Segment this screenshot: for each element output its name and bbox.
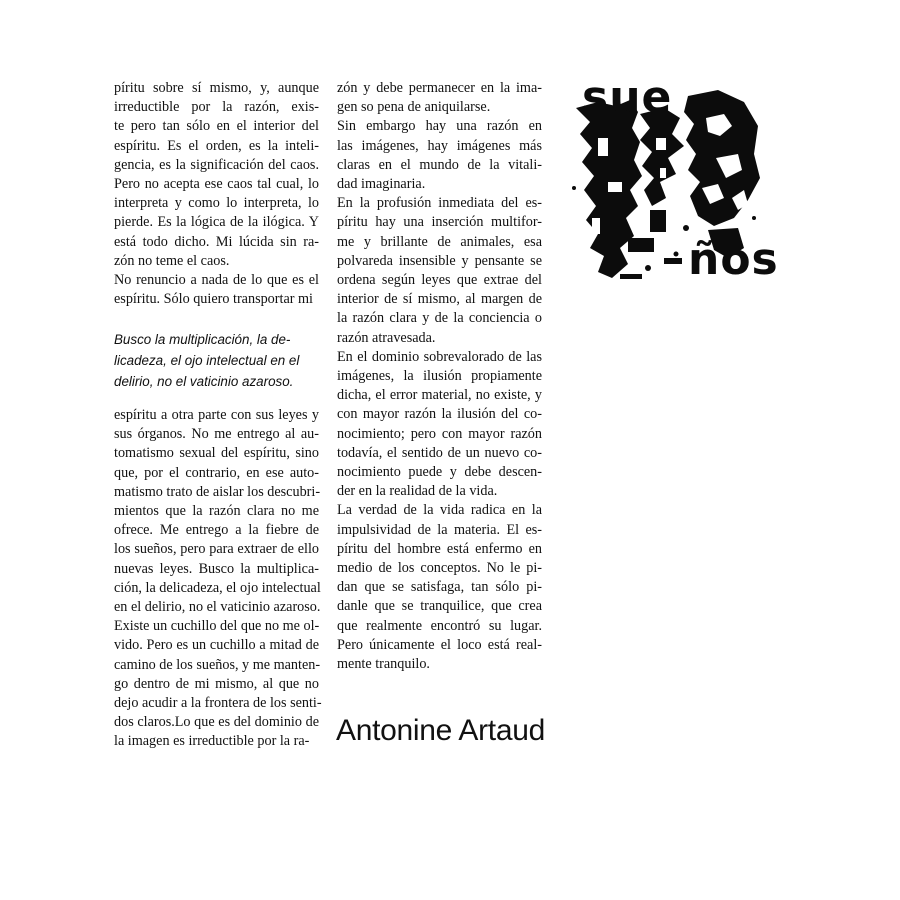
text-line: der en la realidad de la vida.	[337, 483, 498, 500]
text-line: No renuncio a nada de lo que es el	[114, 272, 319, 289]
pull-quote-line: delirio, no el vaticinio azaroso.	[114, 374, 294, 389]
text-line: imágenes, la ilusión propiamente	[337, 368, 542, 385]
text-line: te pero tan sólo en el interior del	[114, 118, 319, 135]
text-line: que, por el contrario, en ese auto-	[114, 464, 319, 481]
text-line: gen so pena de aniquilarse.	[337, 99, 491, 116]
text-line: zón no teme el caos.	[114, 252, 230, 269]
text-line: está todo dicho. Mi lúcida sin ra-	[114, 233, 319, 250]
text-line: La verdad de la vida radica en la	[337, 502, 542, 519]
text-line: espíritu. Es el orden, es la inteli-	[114, 137, 319, 154]
text-line: la imagen es irreductible por la ra-	[114, 733, 310, 750]
text-line: dejo acudir a la frontera de los senti-	[114, 695, 322, 712]
text-line: nocimiento; pero con mayor razón	[337, 425, 542, 442]
text-line: con mayor razón la ilusión del co-	[337, 406, 542, 423]
text-line: En el dominio sobrevalorado de las	[337, 348, 542, 365]
text-line: zón y debe permanecer en la ima-	[337, 80, 542, 96]
text-line: tomatismo sexual del espíritu, sino	[114, 445, 319, 462]
text-line: en el delirio, no el vaticinio azaroso.	[114, 599, 321, 616]
text-line: espíritu. Sólo quiero transportar mi	[114, 291, 313, 308]
text-line: camino de los sueños, y me manten-	[114, 656, 321, 673]
text-line: medio de los conceptos. No le pi-	[337, 560, 542, 577]
text-line: las imágenes, hay imágenes más	[337, 137, 542, 154]
logo-text-bottom: ños	[688, 234, 779, 285]
text-line: Existe un cuchillo del que no me ol-	[114, 618, 320, 635]
text-line: ción, la delicadeza, el ojo intelectual	[114, 579, 321, 596]
text-line: sus órganos. No me entrego al au-	[114, 426, 319, 443]
text-line: que realmente encontró su lugar.	[337, 617, 542, 634]
text-line: nuevas leyes. Busco la multiplica-	[114, 560, 319, 577]
text-line: me y brillante de animales, esa	[337, 233, 542, 250]
text-line: los sueños, pero para extraer de ello	[114, 541, 319, 558]
text-line: ofrece. Me entrego a la fiebre de	[114, 522, 319, 539]
text-line: dad imaginaria.	[337, 176, 426, 193]
text-line: dan que se satisfaga, tan sólo pi-	[337, 579, 542, 596]
text-line: En la profusión inmediata del es-	[337, 195, 542, 212]
text-line: píritu hay una inserción multifor-	[337, 214, 542, 231]
text-line: píritu del hombre está enfermo en	[337, 540, 542, 557]
text-line: polvareda insensible y pensante se	[337, 252, 542, 269]
suenos-logo-image	[568, 72, 779, 288]
text-line: dicha, el error material, no existe, y	[337, 387, 542, 404]
text-line: danle que se tranquilice, que crea	[337, 598, 542, 615]
text-line: mientos que la razón clara no me	[114, 503, 319, 520]
text-line: dos claros.Lo que es del dominio de	[114, 714, 319, 731]
text-line: la razón clara y de la conciencia o	[337, 310, 542, 327]
author-name: Antonine Artaud	[336, 714, 546, 747]
text-line: irreductible por la razón, exis-	[114, 99, 319, 116]
left-column-top	[114, 79, 319, 309]
text-line: espíritu a otra parte con sus leyes y	[114, 407, 319, 423]
right-column	[337, 79, 542, 674]
text-line: interpreta y como lo interpreta, lo	[114, 195, 319, 212]
left-column-bottom	[114, 406, 322, 752]
text-line: vido. Pero es un cuchillo a mitad de	[114, 637, 319, 654]
text-line: píritu sobre sí mismo, y, aunque	[114, 80, 319, 96]
text-line: Pero únicamente el loco está real-	[337, 636, 542, 653]
text-line: mente tranquilo.	[337, 656, 430, 673]
text-line: pierde. Es la lógica de la ilógica. Y	[114, 214, 319, 231]
text-line: razón atravesada.	[337, 329, 436, 346]
pull-quote-line: Busco la multiplicación, la de-	[114, 332, 291, 347]
text-line: claras en el mundo de la vitali-	[337, 156, 542, 173]
text-line: impulsividad de la materia. El es-	[337, 521, 542, 538]
text-line: nocimiento puede y debe descen-	[337, 464, 542, 481]
text-line: Sin embargo hay una razón en	[337, 118, 542, 135]
text-line: gencia, es la significación del caos.	[114, 156, 319, 173]
text-line: matismo trato de aislar los descubri-	[114, 483, 321, 500]
logo-text-top: sue	[582, 72, 673, 123]
text-line: ordena según leyes que extrae del	[337, 272, 542, 289]
pull-quote	[114, 329, 324, 392]
text-line: interior de sí mismo, al margen de	[337, 291, 542, 308]
text-line: Pero no acepta ese caos tal cual, lo	[114, 176, 319, 193]
pull-quote-line: licadeza, el ojo intelectual en el	[114, 353, 300, 368]
text-line: todavía, el sentido de un nuevo co-	[337, 444, 542, 461]
text-line: go dentro de mi mismo, al que no	[114, 675, 319, 692]
